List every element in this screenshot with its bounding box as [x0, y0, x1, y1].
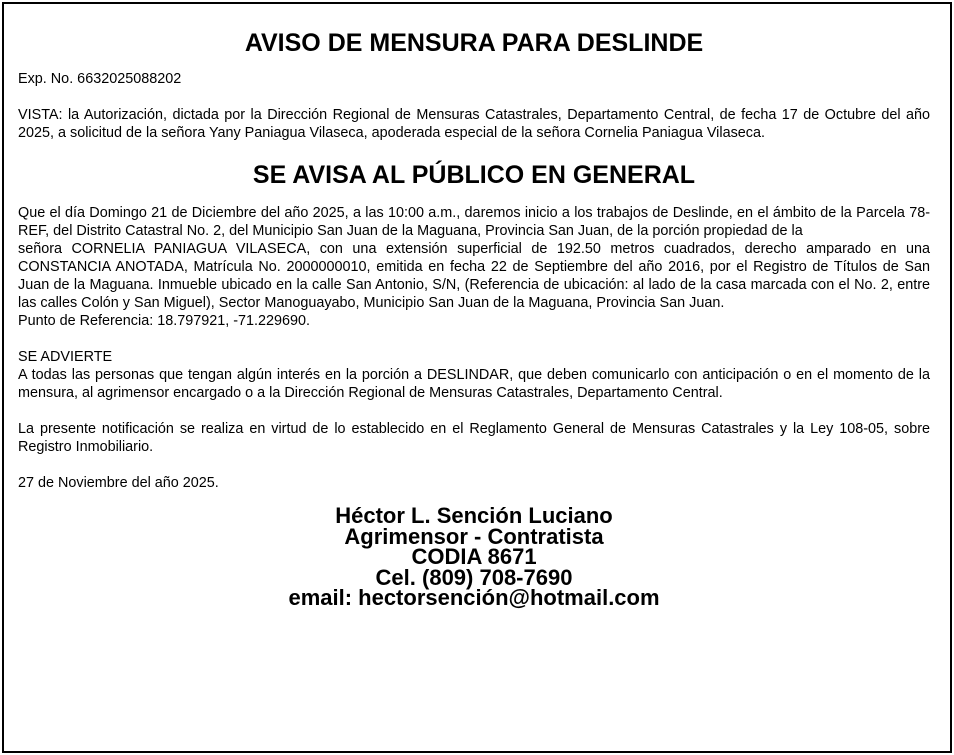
signature-name: Héctor L. Sención Luciano [335, 503, 613, 528]
signature-role: Agrimensor - Contratista [344, 523, 604, 549]
spacer [18, 88, 930, 106]
advierte-paragraph: A todas las personas que tengan algún interés en la porción a DESLINDAR, que deben comunicarlo con anticipación o en el momento de la mensura, al agrimensor encargado o a la Dirección Regional de Mensuras Catastrales, Departamento Central. [18, 367, 930, 401]
expediente-number: Exp. No. 6632025088202 [18, 71, 182, 87]
spacer [18, 402, 930, 420]
reference-point: Punto de Referencia: 18.797921, -71.229690. [18, 313, 311, 329]
signature-phone: Cel. (809) 708-7690 [375, 564, 573, 590]
notice-subtitle: SE AVISA AL PÚBLICO EN GENERAL [252, 161, 696, 189]
signature-block [18, 503, 930, 610]
legal-paragraph: La presente notificación se realiza en virtud de lo establecido en el Reglamento General de Mensuras Catastrales y la Ley 108-05, sobre Registro Inmobiliario. [18, 421, 930, 455]
spacer [18, 330, 930, 348]
body-paragraph-part1: Que el día Domingo 21 de Diciembre del año 2025, a las 10:00 a.m., daremos inicio a los trabajos de Deslinde, en el ámbito de la Parcela 78-REF, del Distrito Catastral No. 2, del Municipio San Juan de la Maguana, Provincia San Juan, de la porción propiedad de la [18, 205, 930, 239]
signature-codia: CODIA 8671 [411, 544, 537, 569]
body-paragraph-part2: señora CORNELIA PANIAGUA VILASECA, con una extensión superficial de 192.50 metros cuadrados, derecho amparado en una CONSTANCIA ANOTADA, Matrícula No. 2000000010, emitida en fecha 22 de Septiembre del año 2016, por el Registro de Títulos de San Juan de la Maguana. Inmueble ubicado en la calle San Antonio, S/N, (Referencia de ubicación: al lado de la casa marcada con el No. 2, entre las calles Colón y San Miguel), Sector Manoguayabo, Municipio San Juan de la Maguana, Provincia San Juan. [18, 241, 930, 311]
advierte-heading: SE ADVIERTE [18, 349, 113, 365]
signature-email: email: hectorsención@hotmail.com [288, 585, 660, 610]
notice-date: 27 de Noviembre del año 2025. [18, 475, 219, 491]
spacer [18, 456, 930, 474]
notice-content [18, 28, 930, 609]
vista-paragraph: VISTA: la Autorización, dictada por la Dirección Regional de Mensuras Catastrales, Departamento Central, de fecha 17 de Octubre del año 2025, a solicitud de la señora Yany Paniagua Vilaseca, apoderada especial de la señora Cornelia Paniagua Vilaseca. [18, 107, 930, 141]
notice-title: AVISO DE MENSURA PARA DESLINDE [244, 29, 704, 57]
